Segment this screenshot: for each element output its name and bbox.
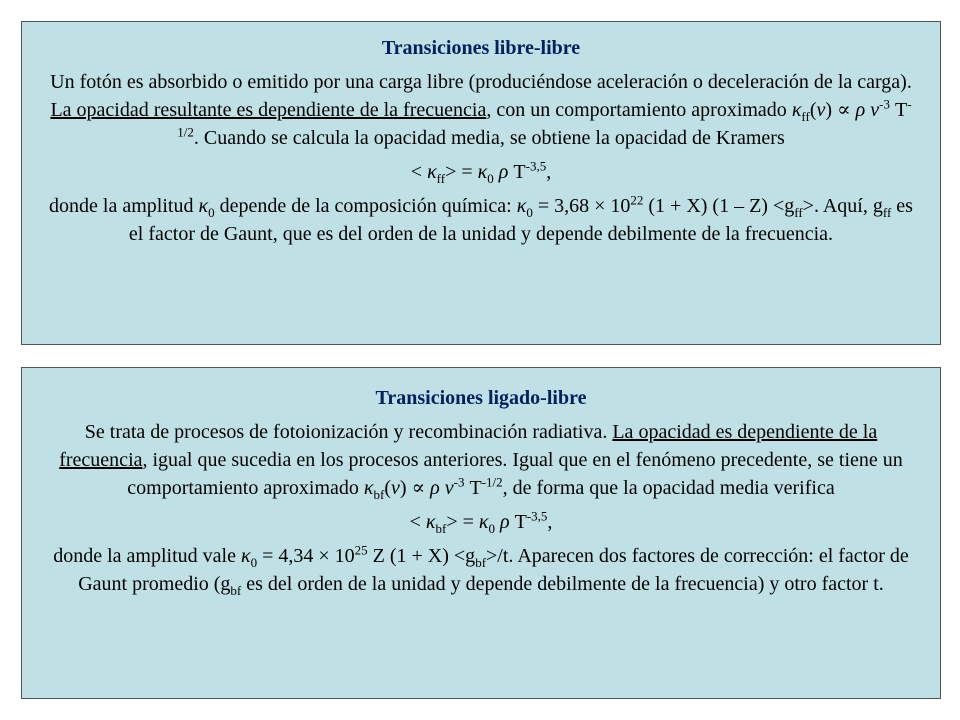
text-run: , (546, 161, 552, 183)
subscript: ff (882, 205, 892, 220)
rho-symbol: ρ (493, 161, 509, 183)
kappa-symbol: κ (478, 511, 489, 533)
kappa-symbol: κ (791, 99, 802, 121)
text-run: , de forma que la opacidad media verifica (502, 477, 835, 499)
text-run: 10 (605, 195, 631, 217)
text-run: , igual que sucedia en los procesos anteriores. Igual que en el fenómeno precedente, se tiene un comportamiento aproximado (127, 449, 903, 499)
superscript: 25 (354, 542, 368, 558)
times-symbol: × (594, 195, 606, 217)
subscript: bf (230, 583, 242, 598)
superscript: 22 (630, 192, 644, 208)
superscript: -3 (453, 474, 465, 490)
bound-free-title: Transiciones ligado-libre (375, 387, 587, 409)
subscript: ff (794, 205, 803, 220)
kappa-symbol: κ (477, 161, 488, 183)
text-run: Se trata de procesos de fotoionización y recombinación radiativa. (84, 421, 613, 443)
free-free-paragraph (44, 68, 918, 152)
nu-symbol: ν (870, 99, 880, 121)
superscript: -1/2 (481, 474, 503, 490)
free-free-amplitude-paragraph (44, 192, 918, 248)
text-run: donde la amplitud (49, 195, 199, 217)
free-free-title: Transiciones libre-libre (381, 37, 581, 59)
text-run: ) (825, 99, 838, 121)
text-run: > = (445, 161, 478, 183)
text-run: depende de la composición química: (214, 195, 517, 217)
text-run: es el factor de Gaunt, que es del orden de la unidad y depende debilmente de la frecuencia. (128, 195, 913, 245)
text-run: Z (1 + X) <g (367, 545, 476, 567)
kramers-formula (44, 158, 918, 186)
subscript: ff (801, 109, 810, 124)
subscript: ff (436, 171, 446, 186)
text-run: ) (399, 477, 412, 499)
superscript: -3 (879, 96, 890, 112)
superscript: -3,5 (526, 508, 548, 524)
proportional-symbol: ∝ (837, 99, 851, 121)
text-run: donde la amplitud vale (53, 545, 241, 567)
text-run: >. Aquí, g (802, 195, 883, 217)
subscript: bf (435, 521, 447, 536)
free-free-panel (21, 21, 941, 345)
text-run: = 4,34 (257, 545, 319, 567)
rho-symbol: ρ (855, 99, 866, 121)
subscript: bf (475, 555, 487, 570)
kappa-symbol: κ (516, 195, 527, 217)
subscript: 0 (250, 555, 258, 570)
bound-free-formula (44, 508, 918, 536)
text-run: (1 + X) (1 – Z) <g (643, 195, 795, 217)
kappa-symbol: κ (425, 511, 436, 533)
text-run: 10 (329, 545, 355, 567)
rho-symbol: ρ (494, 511, 510, 533)
text-run: ( (384, 477, 392, 499)
subscript: 0 (488, 521, 495, 536)
kappa-symbol: κ (198, 195, 209, 217)
times-symbol: × (318, 545, 330, 567)
subscript: bf (373, 487, 385, 502)
bound-free-panel (21, 367, 941, 699)
text-run: >/t. Aparecen dos factores de corrección: el factor de Gaunt promedio (g (78, 545, 909, 595)
text-run: = 3,68 (532, 195, 595, 217)
kappa-symbol: κ (363, 477, 374, 499)
text-run: es del orden de la unidad y depende debilmente de la frecuencia) y otro factor t. (241, 573, 884, 595)
text-run: ( (809, 99, 817, 121)
nu-symbol: ν (391, 477, 400, 499)
bound-free-paragraph (44, 418, 918, 502)
proportional-symbol: ∝ (411, 477, 426, 499)
underlined-text: La opacidad resultante es dependiente de la frecuencia (50, 99, 487, 121)
kappa-symbol: κ (240, 545, 251, 567)
bound-free-amplitude-paragraph (44, 542, 918, 598)
superscript: -1/2 (177, 96, 912, 140)
text-run: T (508, 161, 526, 183)
superscript: -3,5 (525, 158, 547, 174)
rho-symbol: ρ (430, 477, 440, 499)
text-run: < (410, 161, 428, 183)
subscript: 0 (208, 205, 215, 220)
nu-symbol: ν (816, 99, 826, 121)
subscript: 0 (526, 205, 533, 220)
text-run: , con un comportamiento aproximado (486, 99, 792, 121)
text-run: , (547, 511, 553, 533)
underlined-text: La opacidad es dependiente de la frecuencia (59, 421, 878, 471)
text-run: T (464, 477, 482, 499)
subscript: 0 (487, 171, 494, 186)
text-run: T (509, 511, 527, 533)
text-run: . Cuando se calcula la opacidad media, se obtiene la opacidad de Kramers (193, 127, 785, 149)
text-run: T (889, 99, 908, 121)
text-run: > = (446, 511, 479, 533)
text-run: < (409, 511, 426, 533)
kappa-symbol: κ (427, 161, 437, 183)
nu-symbol: ν (444, 477, 454, 499)
text-run: Un fotón es absorbido o emitido por una carga libre (produciéndose aceleración o deceleración de la carga). (50, 71, 912, 93)
